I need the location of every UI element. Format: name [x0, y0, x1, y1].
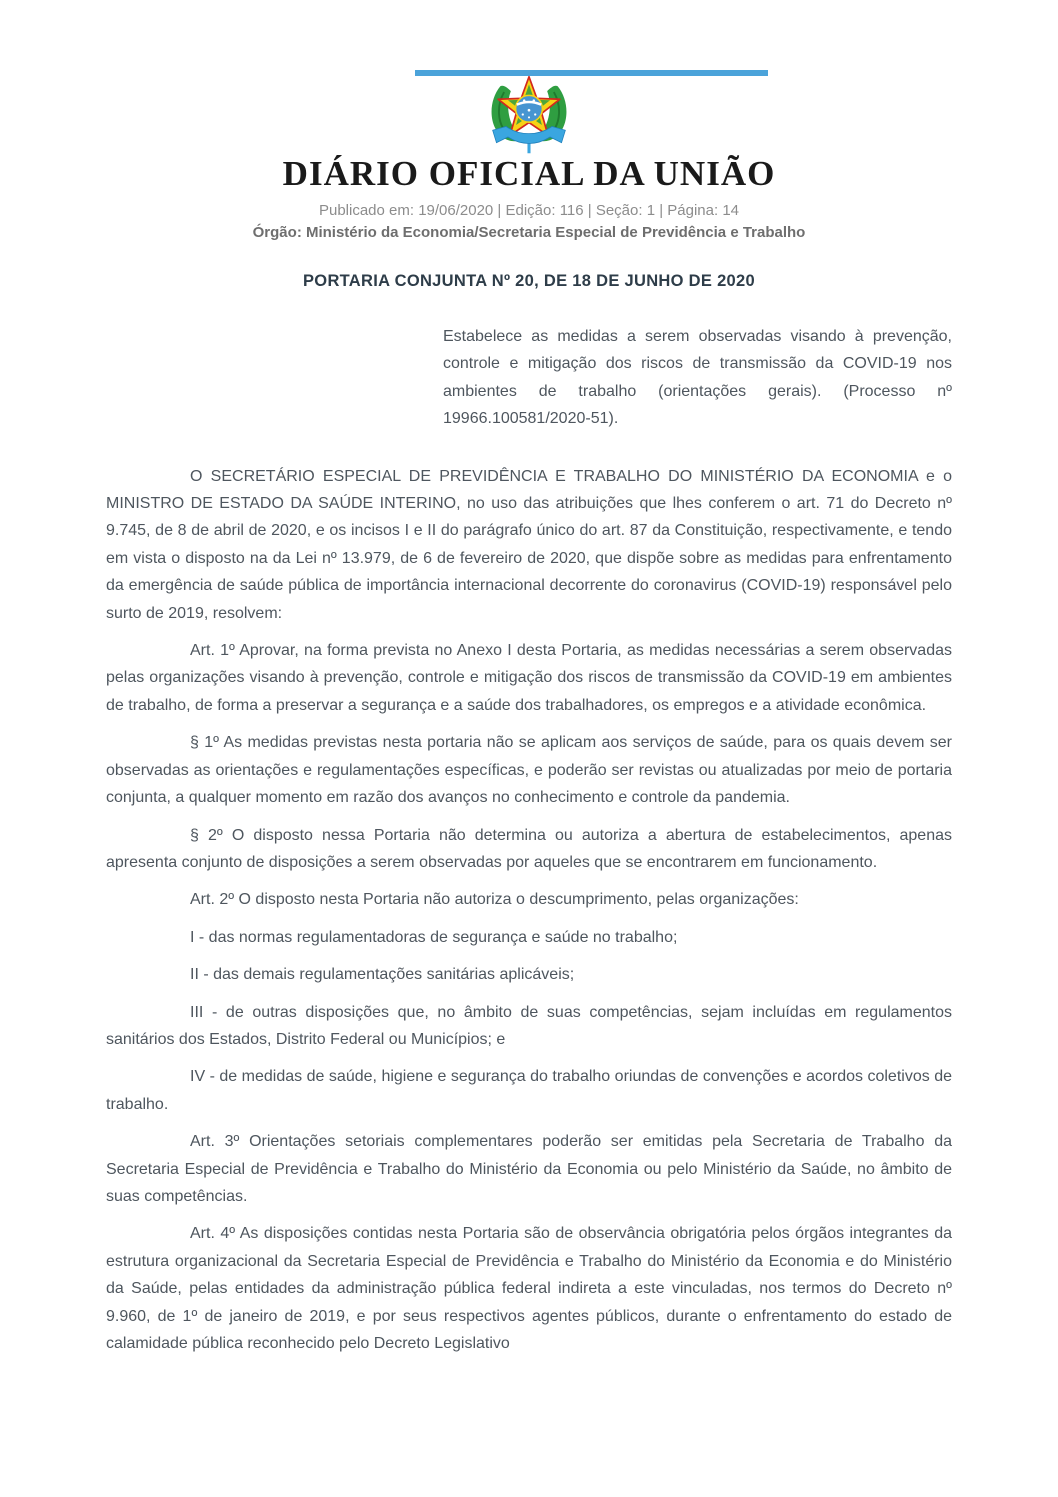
organ-meta-line: Órgão: Ministério da Economia/Secretaria Especial de Previdência e Trabalho: [252, 224, 806, 241]
document-paragraph: Art. 1º Aprovar, na forma prevista no Anexo I desta Portaria, as medidas necessárias a serem observadas pelas organizações visando à prevenção, controle e mitigação dos riscos de transmissão da COVID-19 em ambientes de trabalho, de forma a preservar a segurança e a saúde dos trabalhadores, os empregos e a atividade econômica.: [106, 642, 952, 714]
brazil-coat-of-arms-icon: [481, 71, 577, 159]
document-paragraph: Art. 4º As disposições contidas nesta Portaria são de observância obrigatória pelos órgãos integrantes da estrutura organizacional da Secretaria Especial de Previdência e Trabalho do Ministério da Economia e do Ministério da Saúde, pelas entidades da administração pública federal indireta a este vinculadas, nos termos do Decreto nº 9.960, de 1º de janeiro de 2019, e por seus respectivos agentes públicos, durante o enfrentamento do estado de calamidade pública reconhecido pelo Decreto Legislativo: [106, 1225, 952, 1352]
document-paragraph: III - de outras disposições que, no âmbito de suas competências, sejam incluídas em regulamentos sanitários dos Estados, Distrito Federal ou Municípios; e: [106, 1003, 952, 1048]
header-accent-line: [415, 70, 768, 76]
document-body: [106, 272, 952, 1367]
document-paragraph: I - das normas regulamentadoras de segurança e saúde no trabalho;: [190, 928, 678, 946]
document-paragraphs: [106, 463, 952, 1358]
document-paragraph: Art. 3º Orientações setoriais complementares poderão ser emitidas pela Secretaria de Trabalho da Secretaria Especial de Previdência e Trabalho do Ministério da Economia ou pelo Ministério da Saúde, no âmbito de suas competências.: [106, 1133, 952, 1205]
published-meta-line: Publicado em: 19/06/2020 | Edição: 116 | Seção: 1 | Página: 14: [318, 202, 740, 219]
document-paragraph: § 1º As medidas previstas nesta portaria não se aplicam aos serviços de saúde, para os quais devem ser observadas as orientações e regulamentações específicas, e poderão ser revistas ou atualizadas por meio de portaria conjunta, a qualquer momento em razão dos avanços no conhecimento e controle da pandemia.: [106, 734, 952, 807]
document-paragraph: O SECRETÁRIO ESPECIAL DE PREVIDÊNCIA E TRABALHO DO MINISTÉRIO DA ECONOMIA e o MINISTRO DE ESTADO DA SAÚDE INTERINO, no uso das atribuições que lhes conferem o art. 71 do Decreto nº 9.745, de 8 de abril de 2020, e os incisos I e II do parágrafo único do art. 87 da Constituição, respectivamente, e tendo em vista o disposto na da Lei nº 13.979, de 6 de fevereiro de 2020, que dispõe sobre as medidas para enfrentamento da emergência de saúde pública de importância internacional decorrente do coronavirus (COVID-19) responsável pelo surto de 2019, resolvem:: [106, 467, 952, 622]
document-paragraph: Art. 2º O disposto nesta Portaria não autoriza o descumprimento, pelas organizações:: [190, 891, 799, 909]
document-paragraph: § 2º O disposto nessa Portaria não determina ou autoriza a abertura de estabelecimentos, apenas apresenta conjunto de disposições a serem observadas por aqueles que se encontrarem em funcionamento.: [106, 826, 952, 871]
gazette-title: DIÁRIO OFICIAL DA UNIÃO: [282, 154, 776, 193]
document-paragraph: II - das demais regulamentações sanitárias aplicáveis;: [190, 966, 575, 984]
document-title: PORTARIA CONJUNTA Nº 20, DE 18 DE JUNHO DE 2020: [303, 272, 755, 290]
document-paragraph: IV - de medidas de saúde, higiene e segurança do trabalho oriundas de convenções e acordos coletivos de trabalho.: [106, 1068, 952, 1113]
document-summary: Estabelece as medidas a serem observadas visando à prevenção, controle e mitigação dos riscos de transmissão da COVID-19 nos ambientes de trabalho (orientações gerais). (Processo nº 19966.100581/2020-51).: [443, 328, 952, 428]
